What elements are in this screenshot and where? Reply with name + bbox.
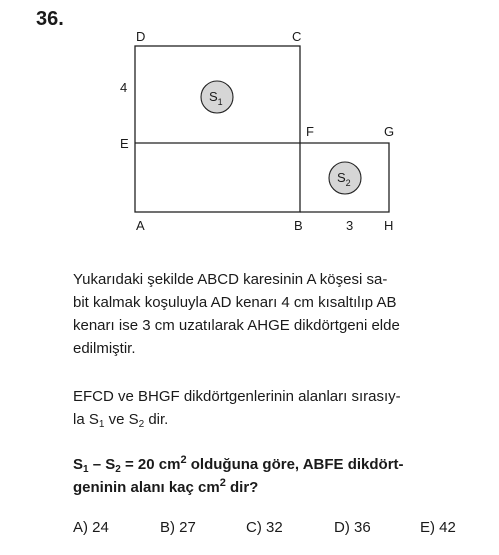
choice-c[interactable]: C) 32 xyxy=(246,519,283,536)
vertex-a-label: A xyxy=(136,218,145,233)
region-s2-marker xyxy=(329,162,361,194)
statement-line: bit kalmak koşuluyla AD kenarı 4 cm kısaltılıp AB xyxy=(73,294,397,311)
square-abcd xyxy=(135,46,300,212)
vertex-b-label: B xyxy=(294,218,303,233)
definition-line: la $S_1$ ve $S_2$ dir. xyxy=(73,411,169,430)
question-prompt xyxy=(73,453,483,499)
area-definition xyxy=(73,385,483,431)
vertex-f-label: F xyxy=(306,124,314,139)
region-s1-marker xyxy=(201,81,233,113)
prompt-line: geninin alanı kaç $cm^2$ dir? xyxy=(73,477,259,496)
choice-a[interactable]: A) 24 xyxy=(73,519,109,536)
s2-letter: S xyxy=(337,170,346,185)
problem-statement xyxy=(73,268,483,360)
vertex-g-label: G xyxy=(384,124,395,139)
statement-line: edilmiştir. xyxy=(73,340,136,357)
s1-subscript: 1 xyxy=(217,97,223,107)
definition-line: EFCD ve BHGF dikdörtgenlerinin alanları sırasıy- xyxy=(73,388,401,405)
vertex-d-label: D xyxy=(136,29,146,44)
vertex-c-label: C xyxy=(292,29,302,44)
prompt-line: $S_1 - S_2 = 20$ $cm^2$ olduğuna göre, ABFE dikdört- xyxy=(73,454,404,475)
statement-line: Yukarıdaki şekilde ABCD karesinin A köşesi sa- xyxy=(73,271,388,288)
side-length-bh-label: 3 xyxy=(346,218,354,233)
side-length-ed-label: 4 xyxy=(120,80,128,95)
statement-line: kenarı ise 3 cm uzatılarak AHGE dikdörtgeni elde xyxy=(73,317,400,334)
choice-d[interactable]: D) 36 xyxy=(334,519,371,536)
s1-letter: S xyxy=(209,89,218,104)
choice-b[interactable]: B) 27 xyxy=(160,519,196,536)
geometry-figure xyxy=(0,0,499,260)
vertex-h-label: H xyxy=(384,218,394,233)
choice-e[interactable]: E) 42 xyxy=(420,519,456,536)
s2-subscript: 2 xyxy=(345,178,351,188)
question-number: 36. xyxy=(36,8,64,30)
vertex-e-label: E xyxy=(120,136,129,151)
